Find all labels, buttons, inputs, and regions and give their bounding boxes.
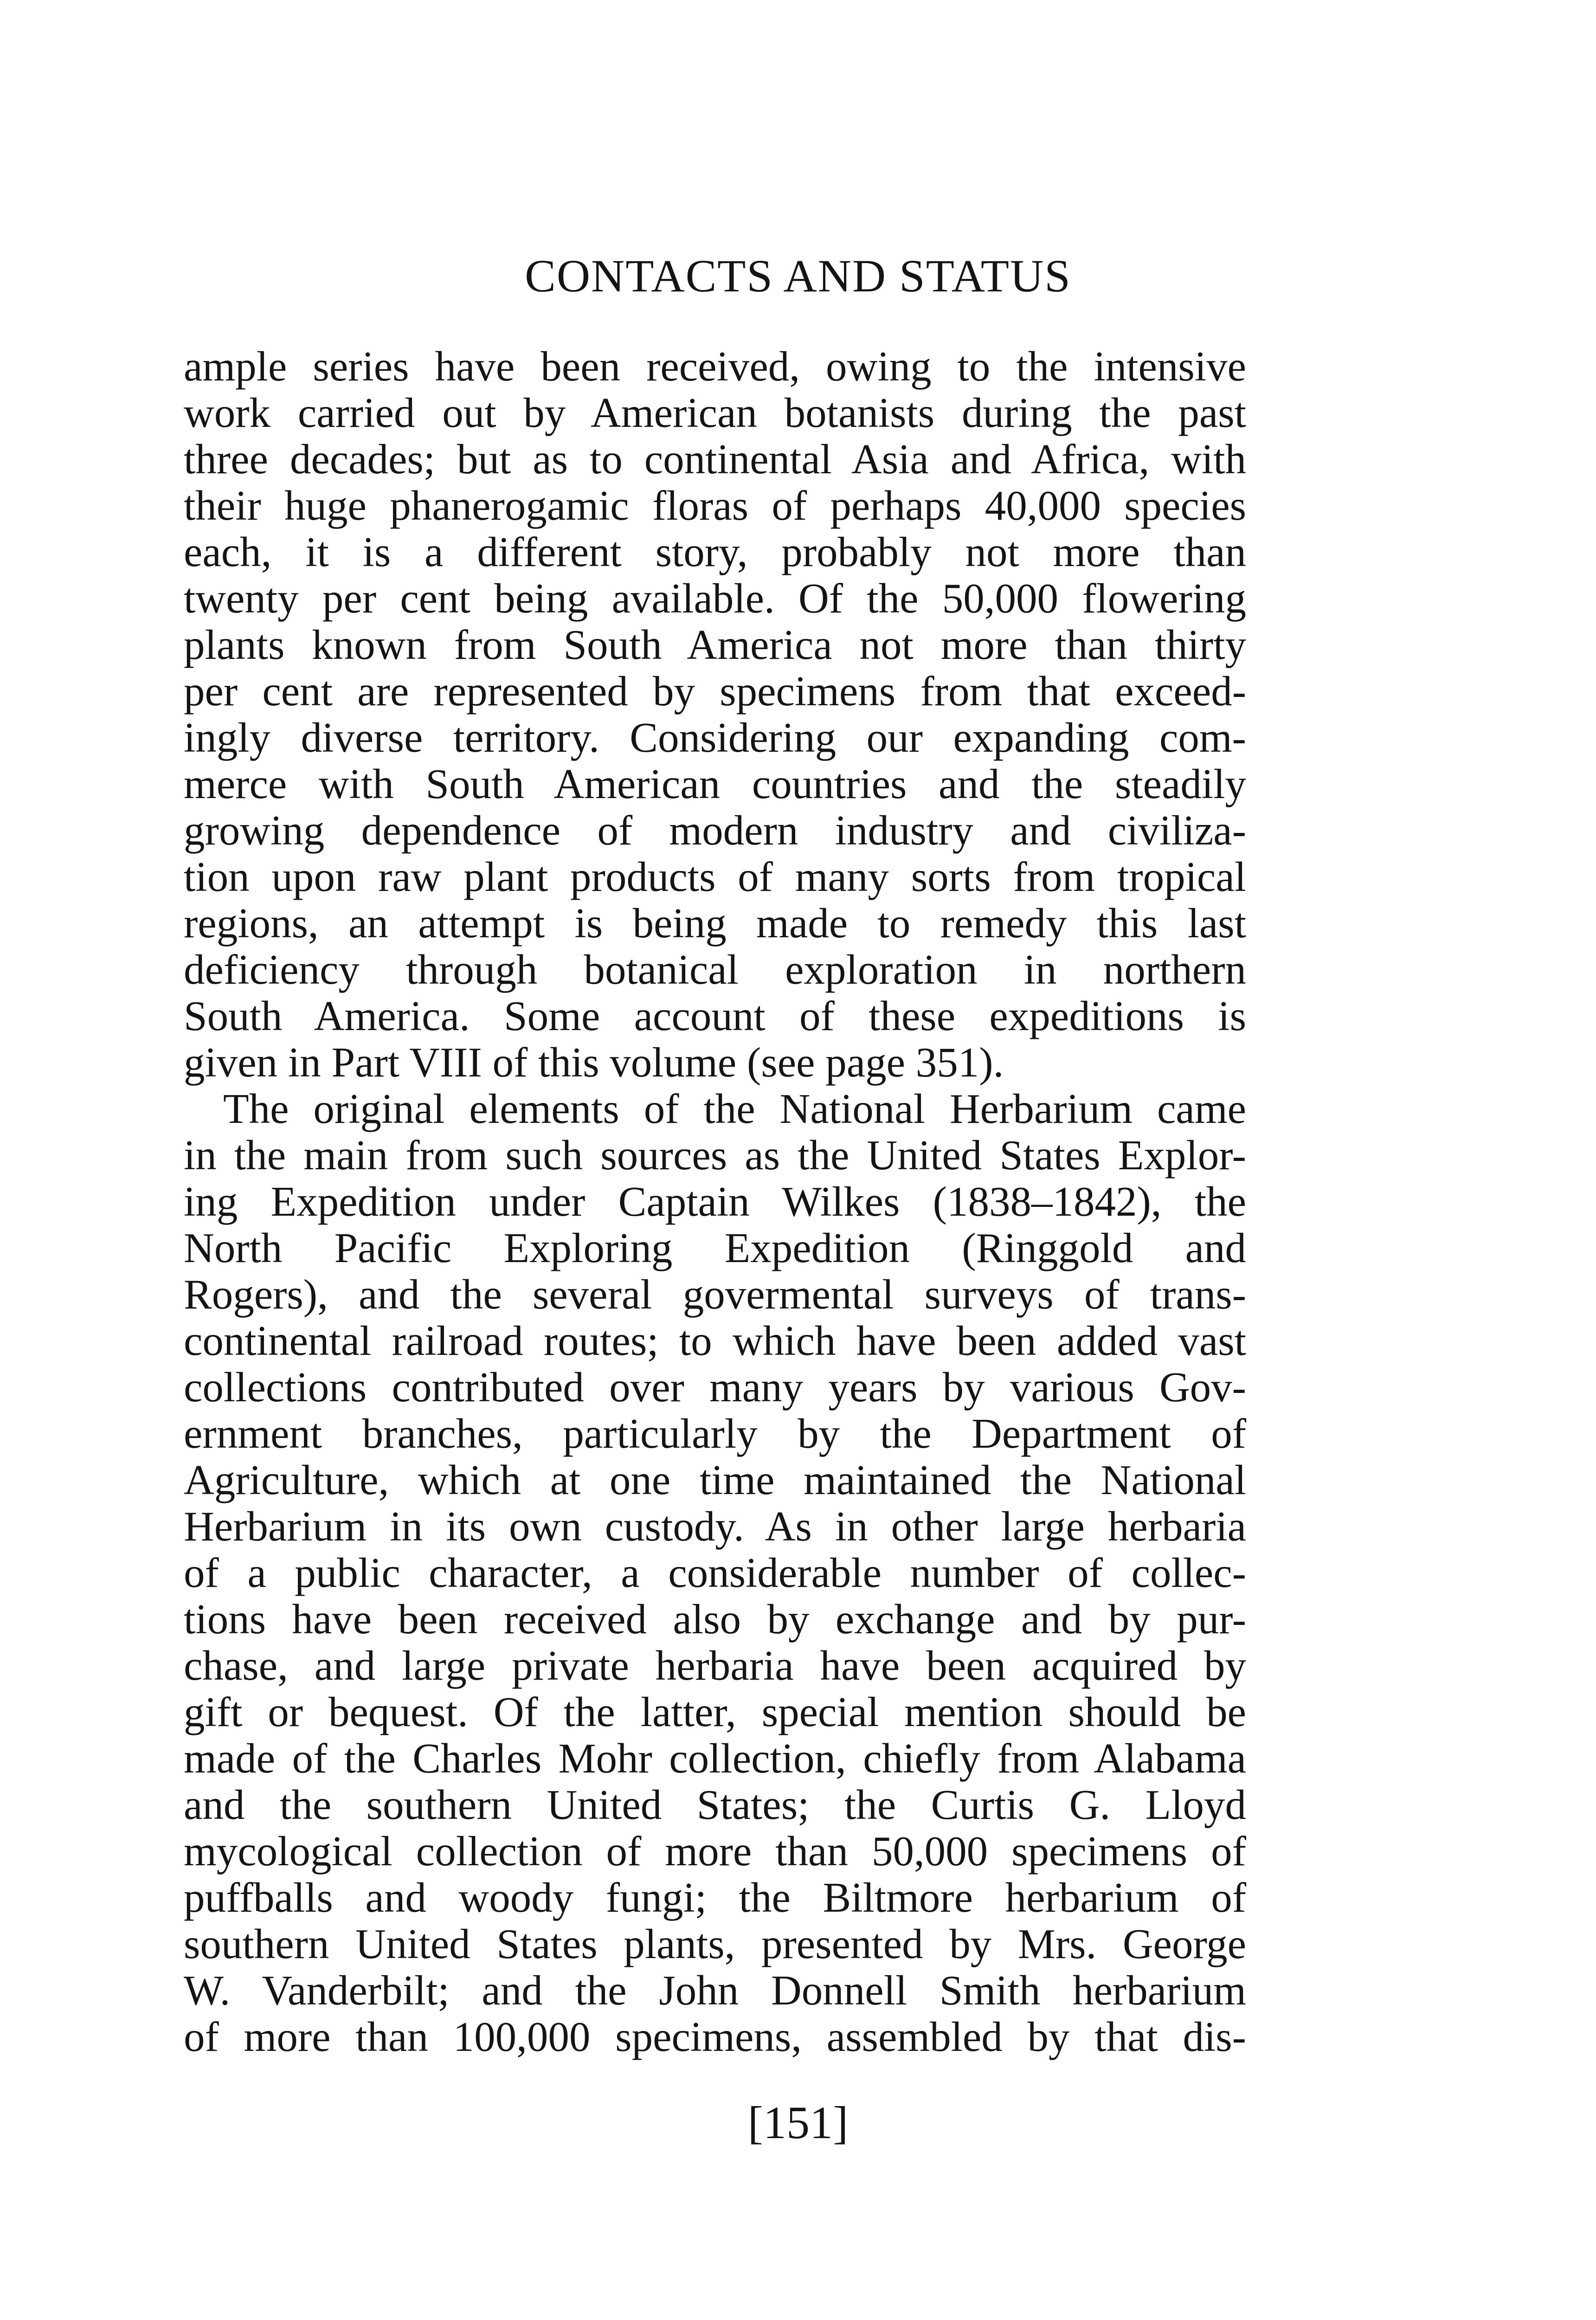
text-line: North Pacific Exploring Expedition (Ringgold and	[184, 1224, 1246, 1271]
text-line: ernment branches, particularly by the Department of	[184, 1410, 1246, 1457]
text-line: gift or bequest. Of the latter, special mention should be	[184, 1688, 1246, 1735]
text-line: in the main from such sources as the United States Explor-	[184, 1132, 1246, 1179]
text-line: collections contributed over many years by various Gov-	[184, 1364, 1246, 1411]
text-line: work carried out by American botanists during the past	[184, 389, 1246, 436]
text-line: Agriculture, which at one time maintained the National	[184, 1456, 1246, 1503]
text-line: Herbarium in its own custody. As in other large herbaria	[184, 1503, 1246, 1550]
text-line: chase, and large private herbaria have been acquired by	[184, 1642, 1246, 1689]
text-line: made of the Charles Mohr collection, chiefly from Alabama	[184, 1735, 1246, 1782]
running-head: CONTACTS AND STATUS	[525, 250, 1071, 302]
text-line: tion upon raw plant products of many sorts from tropical	[184, 853, 1246, 900]
text-line: twenty per cent being available. Of the 50,000 flowering	[184, 575, 1246, 622]
text-line: tions have been received also by exchange and by pur-	[184, 1596, 1246, 1643]
text-line: ample series have been received, owing to the intensive	[184, 343, 1246, 390]
text-line: deficiency through botanical exploration in northern	[184, 946, 1246, 993]
text-line: Rogers), and the several govermental surveys of trans-	[184, 1271, 1246, 1318]
text-line: plants known from South America not more than thirty	[184, 621, 1246, 668]
text-line: ingly diverse territory. Considering our expanding com-	[184, 714, 1246, 761]
text-line: per cent are represented by specimens from that exceed-	[184, 668, 1246, 715]
text-line: of more than 100,000 specimens, assembled by that dis-	[184, 2013, 1246, 2060]
text-line: merce with South American countries and the steadily	[184, 760, 1246, 807]
paragraph-continued	[184, 343, 1246, 1086]
text-line: mycological collection of more than 50,000 specimens of	[184, 1828, 1246, 1875]
body-text	[184, 343, 1246, 2060]
text-line: of a public character, a considerable number of collec-	[184, 1549, 1246, 1596]
text-line: given in Part VIII of this volume (see page 351).	[184, 1039, 1004, 1086]
text-line: each, it is a different story, probably not more than	[184, 528, 1246, 575]
text-line: three decades; but as to continental Asia and Africa, with	[184, 436, 1246, 483]
text-line: ing Expedition under Captain Wilkes (1838–1842), the	[184, 1178, 1246, 1225]
text-line: growing dependence of modern industry and civiliza-	[184, 807, 1246, 854]
text-line: their huge phanerogamic floras of perhaps 40,000 species	[184, 482, 1246, 529]
text-line: continental railroad routes; to which have been added vast	[184, 1317, 1246, 1364]
text-line: southern United States plants, presented by Mrs. George	[184, 1920, 1246, 1967]
text-line: and the southern United States; the Curtis G. Lloyd	[184, 1781, 1246, 1828]
paragraph-herbarium-origins	[184, 1086, 1246, 2060]
text-line: W. Vanderbilt; and the John Donnell Smith herbarium	[184, 1967, 1246, 2014]
text-line: The original elements of the National Herbarium came	[223, 1085, 1246, 1132]
page-number: [151]	[747, 2097, 849, 2148]
text-line: regions, an attempt is being made to remedy this last	[184, 900, 1246, 947]
text-line: South America. Some account of these expeditions is	[184, 992, 1246, 1039]
text-line: puffballs and woody fungi; the Biltmore herbarium of	[184, 1874, 1246, 1921]
